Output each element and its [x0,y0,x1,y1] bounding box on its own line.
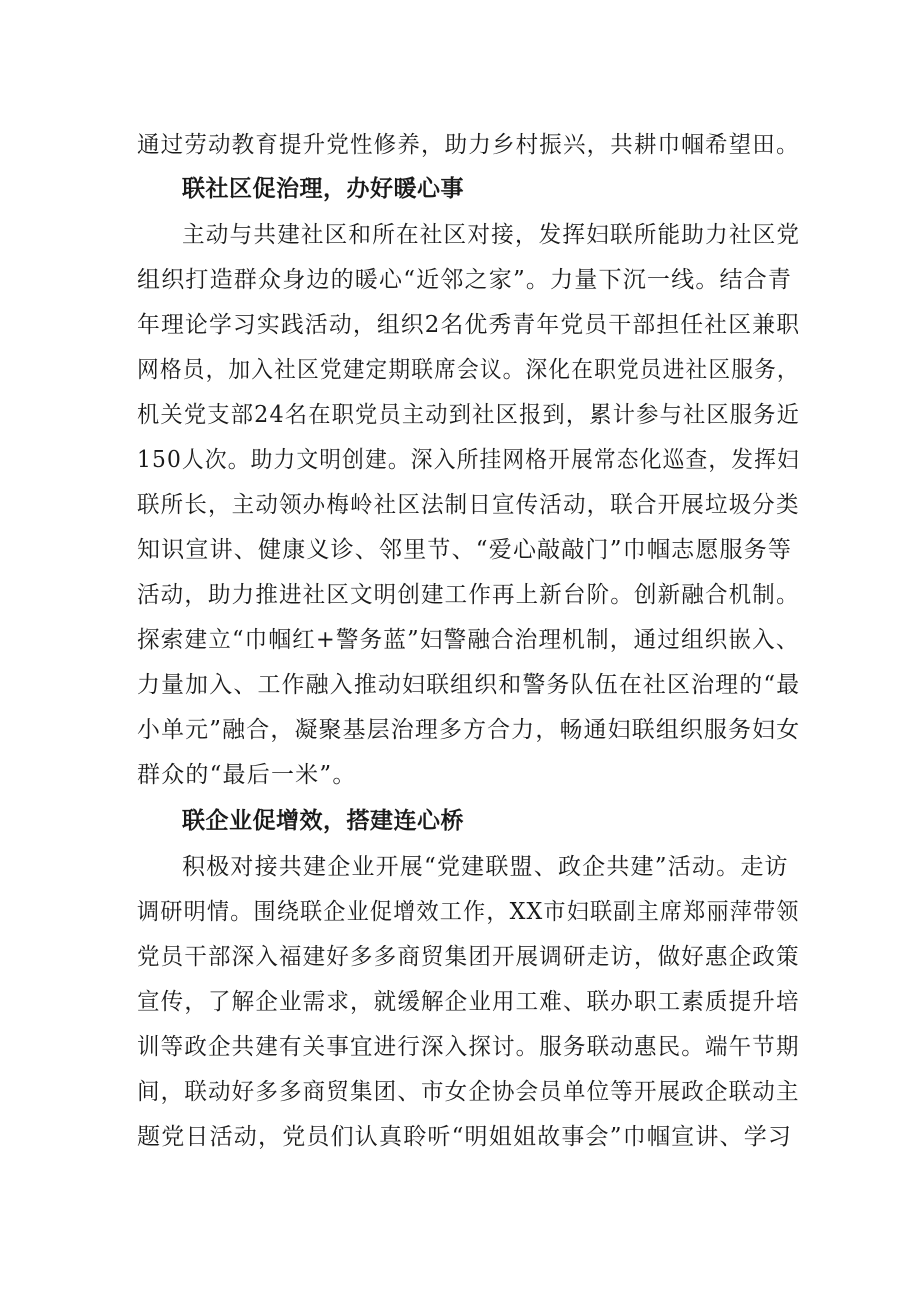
section-heading-enterprise: 联企业促增效，搭建连心桥 [182,808,464,834]
paragraph-line: 机关党支部24名在职党员主动到社区报到，累计参与社区服务近 [137,402,801,428]
paragraph-line: 力量加入、工作融入推动妇联组织和警务队伍在社区治理的“最 [137,672,801,698]
section-heading-community: 联社区促治理，办好暖心事 [182,176,464,202]
paragraph-line: 宣传，了解企业需求，就缓解企业用工难、联办职工素质提升培 [137,989,800,1015]
paragraph-line: 主动与共建社区和所在社区对接，发挥妇联所能助力社区党 [182,222,801,248]
paragraph-line: 调研明情。围绕联企业促增效工作，XX市妇联副主席郑丽萍带领 [137,899,800,925]
paragraph-line: 知识宣讲、健康义诊、邻里节、“爱心敲敲门”巾帼志愿服务等 [137,537,793,563]
paragraph-line: 组织打造群众身边的暖心“近邻之家”。力量下沉一线。结合青 [137,267,793,293]
paragraph-line: 训等政企共建有关事宜进行深入探讨。服务联动惠民。端午节期 [137,1034,800,1060]
paragraph-line: 群众的“最后一米”。 [137,762,357,788]
paragraph-line: 积极对接共建企业开展“党建联盟、政企共建”活动。走访 [182,854,789,880]
paragraph-line: 网格员，加入社区党建定期联席会议。深化在职党员进社区服务， [137,357,800,383]
paragraph-line: 通过劳动教育提升党性修养，助力乡村振兴，共耕巾帼希望田。 [137,132,800,158]
paragraph-line: 党员干部深入福建好多多商贸集团开展调研走访，做好惠企政策 [137,944,800,970]
paragraph-line: 联所长，主动领办梅岭社区法制日宣传活动，联合开展垃圾分类 [137,492,800,518]
paragraph-line: 年理论学习实践活动，组织2名优秀青年党员干部担任社区兼职 [137,312,801,338]
paragraph-line: 间，联动好多多商贸集团、市女企协会员单位等开展政企联动主 [137,1079,800,1105]
paragraph-line: 题党日活动，党员们认真聆听“明姐姐故事会”巾帼宣讲、学习 [137,1124,793,1150]
paragraph-line: 小单元”融合，凝聚基层治理多方合力，畅通妇联组织服务妇女 [137,717,801,743]
paragraph-line: 活动，助力推进社区文明创建工作再上新台阶。创新融合机制。 [137,582,800,608]
paragraph-line: 150人次。助力文明创建。深入所挂网格开展常态化巡查，发挥妇 [137,447,800,473]
paragraph-line: 探索建立“巾帼红+警务蓝”妇警融合治理机制，通过组织嵌入、 [137,627,800,653]
